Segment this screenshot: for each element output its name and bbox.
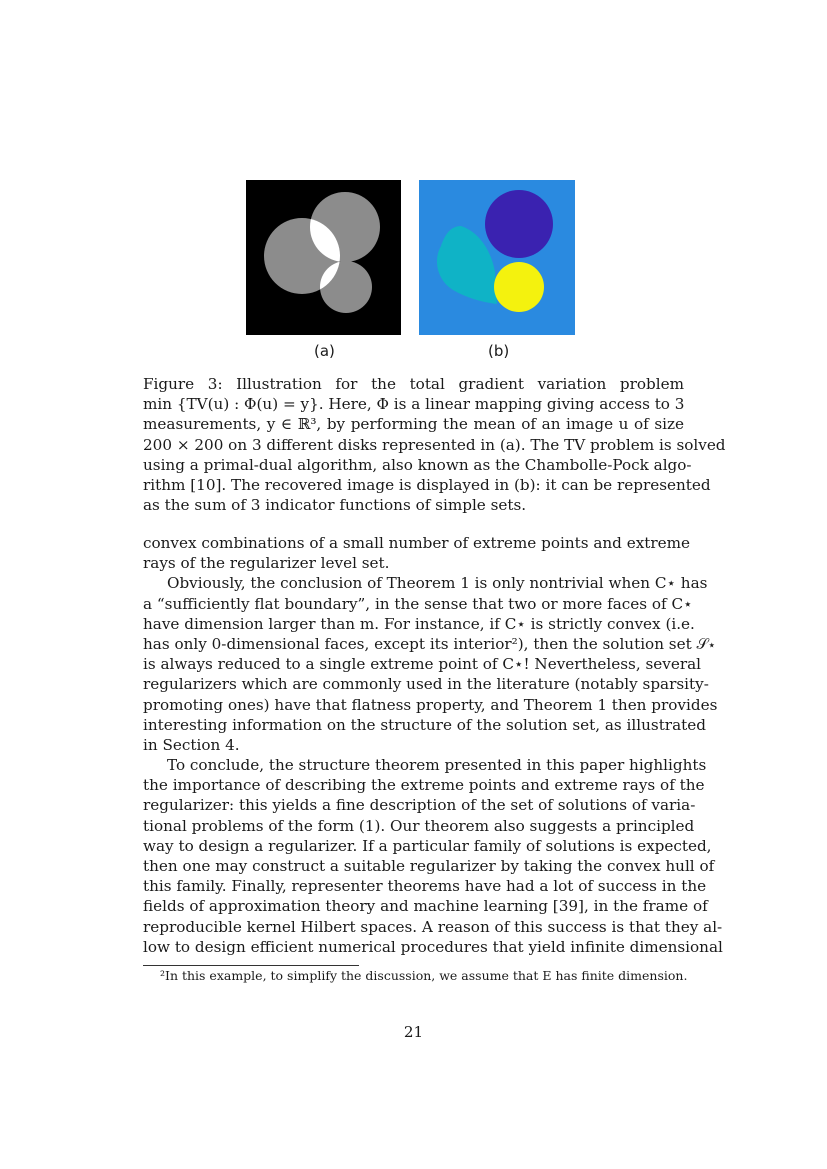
caption-line: Figure 3: Illustration for the total gradient variation problem [143,375,684,393]
caption-line: as the sum of 3 indicator functions of simple sets. [143,496,527,515]
figure-3b-dark-disk [485,190,553,258]
body-line: reproducible kernel Hilbert spaces. A reason of this success is that they al- [143,917,723,936]
body-line: To conclude, the structure theorem presented in this paper highlights [167,756,707,775]
body-line: has only 0-dimensional faces, except its interior²), then the solution set 𝒮⋆ [143,634,716,653]
caption-line: measurements, y ∈ ℝ³, by performing the mean of an image u of size [143,415,684,434]
footnote: ²In this example, to simplify the discussion, we assume that E has finite dimension. [160,968,688,983]
body-line: regularizer: this yields a fine description of the set of solutions of varia- [143,796,696,815]
body-line: a “sufficiently flat boundary”, in the sense that two or more faces of C⋆ [143,594,693,613]
body-line: is always reduced to a single extreme point of C⋆! Nevertheless, several [143,655,702,674]
body-line: the importance of describing the extreme points and extreme rays of the [143,776,705,795]
body-line: promoting ones) have that flatness property, and Theorem 1 then provides [143,695,718,714]
body-line: then one may construct a suitable regularizer by taking the convex hull of [143,857,715,875]
body-line: rays of the regularizer level set. [143,554,390,573]
body-line: low to design efficient numerical procedures that yield infinite dimensional [143,937,723,956]
footnote-rule [143,965,359,966]
figure-3a-image [246,180,401,335]
body-line: convex combinations of a small number of extreme points and extreme [143,534,691,552]
page-number: 21 [403,1023,424,1041]
body-text [143,533,723,957]
caption-line: rithm [10]. The recovered image is displayed in (b): it can be represented [143,475,711,494]
body-line: Obviously, the conclusion of Theorem 1 is only nontrivial when C⋆ has [167,574,708,593]
body-line: interesting information on the structure of the solution set, as illustrated [143,715,706,734]
figure-3a-label: (a) [314,342,335,360]
body-line: in Section 4. [143,735,240,754]
figure-3b-label: (b) [488,342,510,360]
figure-3b-image [419,180,575,335]
caption-line: using a primal-dual algorithm, also known as the Chambolle-Pock algo- [143,455,692,474]
body-line: tional problems of the form (1). Our theorem also suggests a principled [143,816,695,835]
body-line: regularizers which are commonly used in the literature (notably sparsity- [143,675,709,694]
figure-caption [143,374,726,515]
body-line: fields of approximation theory and machine learning [39], in the frame of [143,897,708,916]
body-line: have dimension larger than m. For instance, if C⋆ is strictly convex (i.e. [143,614,695,633]
caption-line: min {TV(u) : Φ(u) = y}. Here, Φ is a linear mapping giving access to 3 [143,395,685,414]
body-line: this family. Finally, representer theorems have had a lot of success in the [143,877,707,896]
body-line: way to design a regularizer. If a particular family of solutions is expected, [143,836,712,855]
caption-line: 200 × 200 on 3 different disks represented in (a). The TV problem is solved [143,435,726,454]
figure-3b-yellow-disk [494,262,544,312]
